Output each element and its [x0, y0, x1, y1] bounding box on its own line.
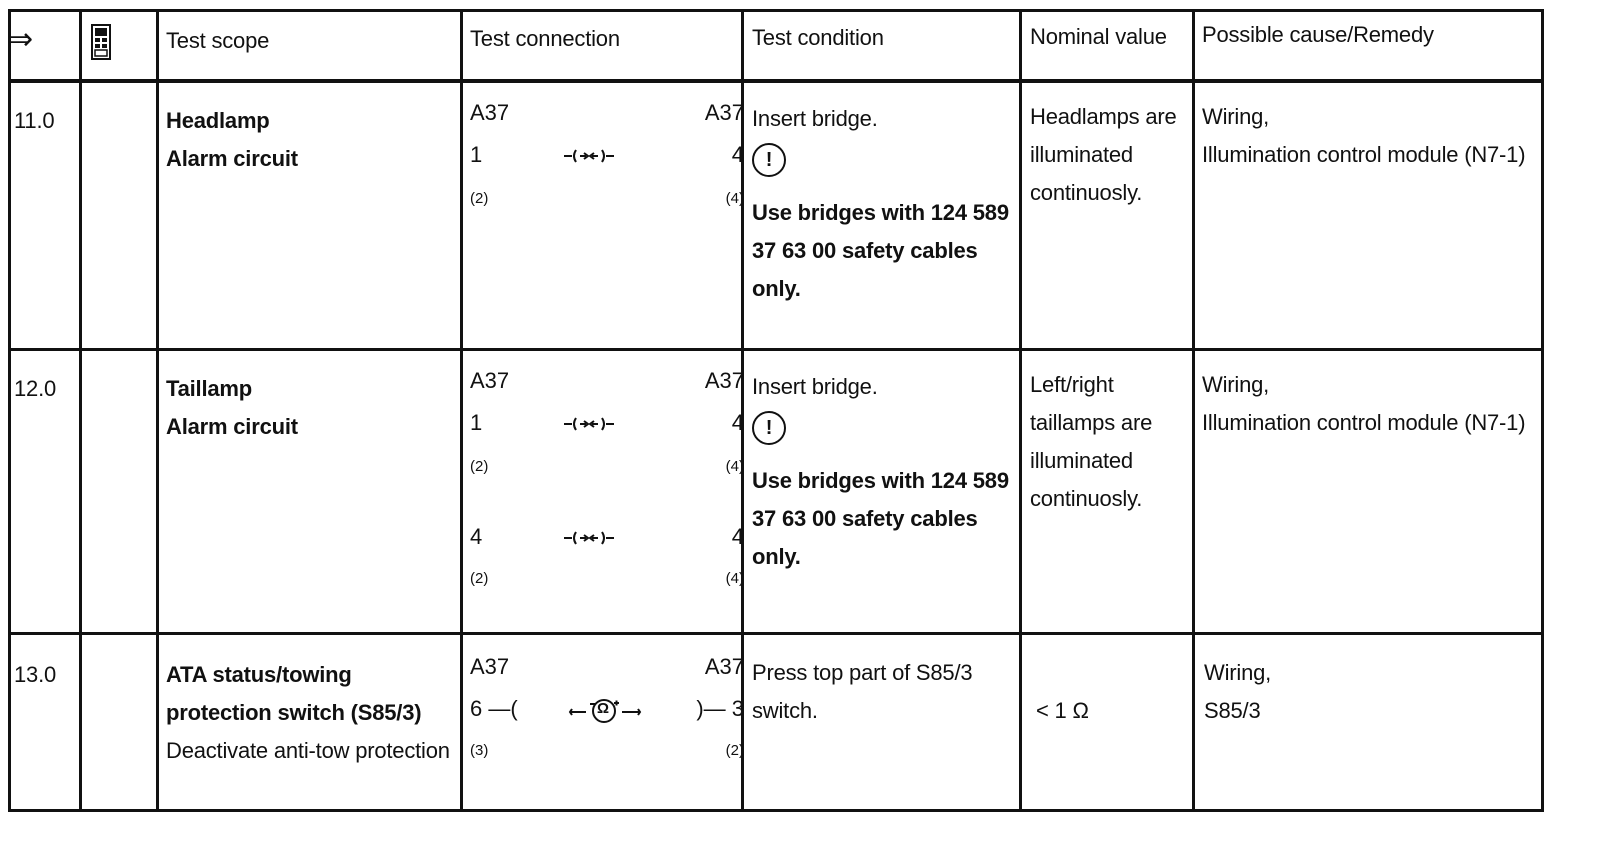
condition-note-3: only.: [752, 276, 801, 301]
right-pin: 4: [731, 142, 744, 167]
scope-instruction: Deactivate anti-tow protection: [166, 738, 450, 763]
left-pin: 6 —(: [470, 696, 518, 721]
cause-line-2: Illumination control module (N7-1): [1202, 410, 1526, 435]
scope-subtitle: Alarm circuit: [166, 146, 298, 171]
step-number: 13.0: [14, 662, 57, 687]
condition-note-3: only.: [752, 544, 801, 569]
nominal-line-3: continuosly.: [1030, 180, 1143, 205]
col-line-7: [1541, 9, 1544, 812]
scope-subtitle: protection switch (S85/3): [166, 700, 422, 725]
nominal-line-1: Headlamps are: [1030, 104, 1177, 129]
right-pin: 4: [731, 410, 744, 435]
condition-line-1: Press top part of S85/3: [752, 660, 973, 685]
col-line-1: [79, 9, 82, 812]
step-number: 12.0: [14, 376, 57, 401]
col-line-5: [1019, 9, 1022, 812]
header-test-connection: Test connection: [470, 26, 620, 51]
bridge-icon: [562, 416, 616, 432]
nominal-line-2: taillamps are: [1030, 410, 1153, 435]
cause-line-1: Wiring,: [1204, 660, 1272, 685]
right-sub: (2): [725, 742, 744, 759]
header-test-scope: Test scope: [166, 28, 270, 53]
tester-device-icon: [91, 24, 111, 65]
connector-left-label: A37: [470, 100, 510, 125]
header-possible-cause: Possible cause/Remedy: [1202, 22, 1434, 47]
condition-note-2: 37 63 00 safety cables: [752, 238, 978, 263]
left-pin: 4: [470, 524, 483, 549]
left-sub: (2): [470, 458, 489, 475]
header-bottom-border: [8, 79, 1544, 83]
right-pin: )— 3: [696, 696, 744, 721]
table-bottom-border: [8, 809, 1544, 812]
test-connection: [470, 654, 744, 794]
scope-subtitle: Alarm circuit: [166, 414, 298, 439]
warning-icon: !: [752, 140, 786, 178]
cause-line-2: Illumination control module (N7-1): [1202, 142, 1526, 167]
warning-icon: !: [752, 408, 786, 446]
test-connection: [470, 100, 744, 300]
right-sub: (4): [725, 570, 744, 587]
left-pin: 1: [470, 410, 483, 435]
connector-right-label: A37: [704, 654, 744, 679]
nominal-value: < 1 Ω: [1036, 698, 1089, 723]
arrow-icon: ⇒: [8, 23, 34, 56]
connector-left-label: A37: [470, 654, 510, 679]
right-sub: (4): [725, 190, 744, 207]
col-line-0: [8, 9, 11, 812]
col-line-6: [1192, 9, 1195, 812]
row-divider-2: [8, 632, 1544, 635]
scope-title: Headlamp: [166, 108, 270, 133]
connector-left-label: A37: [470, 368, 510, 393]
right-sub: (4): [725, 458, 744, 475]
step-number: 11.0: [14, 108, 55, 133]
cause-line-1: Wiring,: [1202, 372, 1270, 397]
condition-note-1: Use bridges with 124 589: [752, 468, 1009, 493]
left-sub: (2): [470, 190, 489, 207]
condition-note-2: 37 63 00 safety cables: [752, 506, 978, 531]
nominal-line-3: illuminated: [1030, 448, 1133, 473]
test-connection: [470, 368, 744, 608]
ohm-symbol: Ω: [597, 700, 610, 717]
table-top-border: [8, 9, 1544, 12]
connector-right-label: A37: [704, 368, 744, 393]
nominal-line-1: Left/right: [1030, 372, 1114, 397]
cause-line-1: Wiring,: [1202, 104, 1270, 129]
header-nominal-value: Nominal value: [1030, 24, 1167, 49]
condition-note-1: Use bridges with 124 589: [752, 200, 1009, 225]
left-sub: (3): [470, 742, 489, 759]
left-pin: 1: [470, 142, 483, 167]
cause-line-2: S85/3: [1204, 698, 1261, 723]
scope-title: ATA status/towing: [166, 662, 352, 687]
connector-right-label: A37: [704, 100, 744, 125]
row-divider-1: [8, 348, 1544, 351]
condition-line-2: switch.: [752, 698, 818, 723]
left-sub: (2): [470, 570, 489, 587]
nominal-line-4: continuosly.: [1030, 486, 1143, 511]
bridge-icon: [562, 148, 616, 164]
col-line-3: [460, 9, 463, 812]
bridge-icon: [562, 530, 616, 546]
right-pin: 4: [731, 524, 744, 549]
nominal-line-2: illuminated: [1030, 142, 1133, 167]
condition-text: Insert bridge.: [752, 374, 878, 399]
header-test-condition: Test condition: [752, 25, 884, 50]
scope-title: Taillamp: [166, 376, 253, 401]
condition-text: Insert bridge.: [752, 106, 878, 131]
col-line-2: [156, 9, 159, 812]
